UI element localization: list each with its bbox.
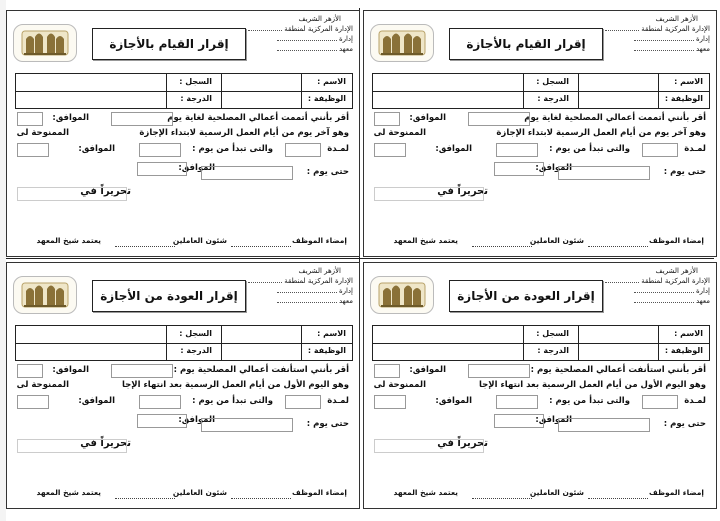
duration-field[interactable] <box>285 395 321 409</box>
logo <box>370 24 434 62</box>
employee-signature-label: إمضاء الموظف <box>649 488 704 497</box>
granted-label: الممنوحة لى <box>373 380 426 390</box>
duration-label: لمـدة <box>684 144 706 154</box>
date-field[interactable] <box>374 395 406 409</box>
header-line3: إدارة <box>695 35 710 43</box>
register-label: السجل : <box>179 329 212 338</box>
header-block <box>618 15 710 54</box>
from-day-label: والتى تبدأ من يوم : <box>192 396 273 406</box>
register-label: السجل : <box>536 77 569 86</box>
grade-label: الدرجة : <box>180 346 212 355</box>
header-line1: الأزهر الشريف <box>655 267 698 275</box>
hr-label: شئون العاملين <box>172 236 227 245</box>
azhar-logo-icon <box>14 25 76 61</box>
name-label: الاسم : <box>674 77 703 86</box>
header-line2: الإدارة المركزية لمنطقة <box>284 25 353 33</box>
info-table <box>372 325 710 361</box>
employee-signature-label: إمضاء الموظف <box>649 236 704 245</box>
body-line2: وهو آخر يوم من أيام العمل الرسمية لابتداء الإجازة <box>496 128 706 138</box>
hr-label: شئون العاملين <box>172 488 227 497</box>
duration-label: لمـدة <box>327 144 349 154</box>
register-label: السجل : <box>179 77 212 86</box>
written-label: تحريراً في <box>437 438 488 449</box>
director-approval-label: يعتمد شيخ المعهد <box>36 488 101 497</box>
from-day-label: والتى تبدأ من يوم : <box>549 396 630 406</box>
header-line3: إدارة <box>338 287 353 295</box>
until-field[interactable] <box>201 166 293 180</box>
day-field[interactable] <box>139 395 181 409</box>
info-table <box>15 325 353 361</box>
header-line2: الإدارة المركزية لمنطقة <box>641 25 710 33</box>
from-day-label: والتى تبدأ من يوم : <box>549 144 630 154</box>
from-day-label: والتى تبدأ من يوم : <box>192 144 273 154</box>
until-label: حتى يوم : <box>306 419 349 429</box>
logo <box>13 276 77 314</box>
date-field[interactable] <box>374 143 406 157</box>
written-label: تحريراً في <box>80 186 131 197</box>
leave-form-card <box>6 10 360 257</box>
written-field[interactable] <box>17 187 127 201</box>
written-label: تحريراً في <box>80 438 131 449</box>
header-line3: إدارة <box>338 35 353 43</box>
form-title: إقرار القيام بالأجازة <box>449 28 603 60</box>
logo <box>13 24 77 62</box>
director-approval-label: يعتمد شيخ المعهد <box>393 488 458 497</box>
until-label: حتى يوم : <box>306 167 349 177</box>
azhar-logo-icon <box>371 25 433 61</box>
header-block <box>261 267 353 306</box>
day-field[interactable] <box>139 143 181 157</box>
header-line1: الأزهر الشريف <box>298 267 341 275</box>
agree3-label: الموافق: <box>535 163 572 173</box>
header-block <box>618 267 710 306</box>
name-label: الاسم : <box>674 329 703 338</box>
duration-field[interactable] <box>642 143 678 157</box>
hr-label: شئون العاملين <box>529 236 584 245</box>
written-field[interactable] <box>17 439 127 453</box>
until-field[interactable] <box>558 418 650 432</box>
form-body <box>15 361 351 469</box>
grade-label: الدرجة : <box>537 94 569 103</box>
logo <box>370 276 434 314</box>
employee-signature-label: إمضاء الموظف <box>292 236 347 245</box>
body-line1: أقر بأنني أتممت أعمالي المصلحية لغاية يوم <box>524 113 706 123</box>
signature-row <box>15 236 351 250</box>
header-line2: الإدارة المركزية لمنطقة <box>284 277 353 285</box>
date-field[interactable] <box>468 364 530 378</box>
director-approval-label: يعتمد شيخ المعهد <box>393 236 458 245</box>
azhar-logo-icon <box>371 277 433 313</box>
until-label: حتى يوم : <box>663 167 706 177</box>
granted-label: الممنوحة لى <box>373 128 426 138</box>
cut-line-horizontal <box>6 258 714 259</box>
director-approval-label: يعتمد شيخ المعهد <box>36 236 101 245</box>
duration-field[interactable] <box>642 395 678 409</box>
agree-label: الموافق: <box>409 113 446 123</box>
agree2-label: الموافق: <box>435 396 472 406</box>
agree3-label: الموافق: <box>535 415 572 425</box>
until-field[interactable] <box>201 418 293 432</box>
date-field[interactable] <box>111 364 173 378</box>
header-block <box>261 15 353 54</box>
agree2-label: الموافق: <box>435 144 472 154</box>
form-body <box>372 109 708 217</box>
body-line2: وهو اليوم الأول من أيام العمل الرسمية بعد انتهاء الإجا <box>121 380 349 390</box>
date-field[interactable] <box>374 364 400 378</box>
hr-label: شئون العاملين <box>529 488 584 497</box>
azhar-logo-icon <box>14 277 76 313</box>
form-body <box>372 361 708 469</box>
header-line1: الأزهر الشريف <box>655 15 698 23</box>
date-field[interactable] <box>17 112 43 126</box>
job-label: الوظيفة : <box>307 346 346 355</box>
header-line4: معهد <box>338 45 353 53</box>
date-field[interactable] <box>468 112 530 126</box>
body-line2: وهو آخر يوم من أيام العمل الرسمية لابتداء الإجازة <box>139 128 349 138</box>
job-label: الوظيفة : <box>307 94 346 103</box>
form-title: إقرار العودة من الأجازة <box>449 280 603 312</box>
signature-row <box>372 488 708 502</box>
header-line4: معهد <box>695 45 710 53</box>
granted-label: الممنوحة لى <box>16 128 69 138</box>
agree3-label: الموافق: <box>178 163 215 173</box>
day-field[interactable] <box>496 143 538 157</box>
name-label: الاسم : <box>317 77 346 86</box>
leave-form-card <box>363 262 717 509</box>
name-label: الاسم : <box>317 329 346 338</box>
date-field[interactable] <box>17 143 49 157</box>
agree3-label: الموافق: <box>178 415 215 425</box>
body-line1: أقر بأنني استأنفت أعمالي المصلحية يوم : <box>173 365 349 375</box>
agree2-label: الموافق: <box>78 396 115 406</box>
until-field[interactable] <box>558 166 650 180</box>
header-line3: إدارة <box>695 287 710 295</box>
header-line4: معهد <box>338 297 353 305</box>
until-label: حتى يوم : <box>663 419 706 429</box>
register-label: السجل : <box>536 329 569 338</box>
agree-label: الموافق: <box>409 365 446 375</box>
written-label: تحريراً في <box>437 186 488 197</box>
header-line1: الأزهر الشريف <box>298 15 341 23</box>
agree-label: الموافق: <box>52 365 89 375</box>
date-field[interactable] <box>17 364 43 378</box>
granted-label: الممنوحة لى <box>16 380 69 390</box>
date-field[interactable] <box>17 395 49 409</box>
grade-label: الدرجة : <box>180 94 212 103</box>
signature-row <box>372 236 708 250</box>
date-field[interactable] <box>137 162 187 176</box>
job-label: الوظيفة : <box>664 346 703 355</box>
day-field[interactable] <box>496 395 538 409</box>
grade-label: الدرجة : <box>537 346 569 355</box>
form-title: إقرار العودة من الأجازة <box>92 280 246 312</box>
duration-field[interactable] <box>285 143 321 157</box>
date-field[interactable] <box>111 112 173 126</box>
employee-signature-label: إمضاء الموظف <box>292 488 347 497</box>
info-table <box>372 73 710 109</box>
signature-row <box>15 488 351 502</box>
header-line4: معهد <box>695 297 710 305</box>
agree2-label: الموافق: <box>78 144 115 154</box>
date-field[interactable] <box>494 414 544 428</box>
duration-label: لمـدة <box>684 396 706 406</box>
job-label: الوظيفة : <box>664 94 703 103</box>
body-line1: أقر بأنني استأنفت أعمالي المصلحية يوم : <box>530 365 706 375</box>
info-table <box>15 73 353 109</box>
form-title: إقرار القيام بالأجازة <box>92 28 246 60</box>
written-field[interactable] <box>374 187 484 201</box>
date-field[interactable] <box>374 112 400 126</box>
body-line1: أقر بأنني أتممت أعمالي المصلحية لغاية يوم <box>167 113 349 123</box>
leave-form-card <box>6 262 360 509</box>
written-field[interactable] <box>374 439 484 453</box>
date-field[interactable] <box>137 414 187 428</box>
body-line2: وهو اليوم الأول من أيام العمل الرسمية بعد انتهاء الإجا <box>478 380 706 390</box>
agree-label: الموافق: <box>52 113 89 123</box>
duration-label: لمـدة <box>327 396 349 406</box>
leave-form-card <box>363 10 717 257</box>
header-line2: الإدارة المركزية لمنطقة <box>641 277 710 285</box>
date-field[interactable] <box>494 162 544 176</box>
form-body <box>15 109 351 217</box>
